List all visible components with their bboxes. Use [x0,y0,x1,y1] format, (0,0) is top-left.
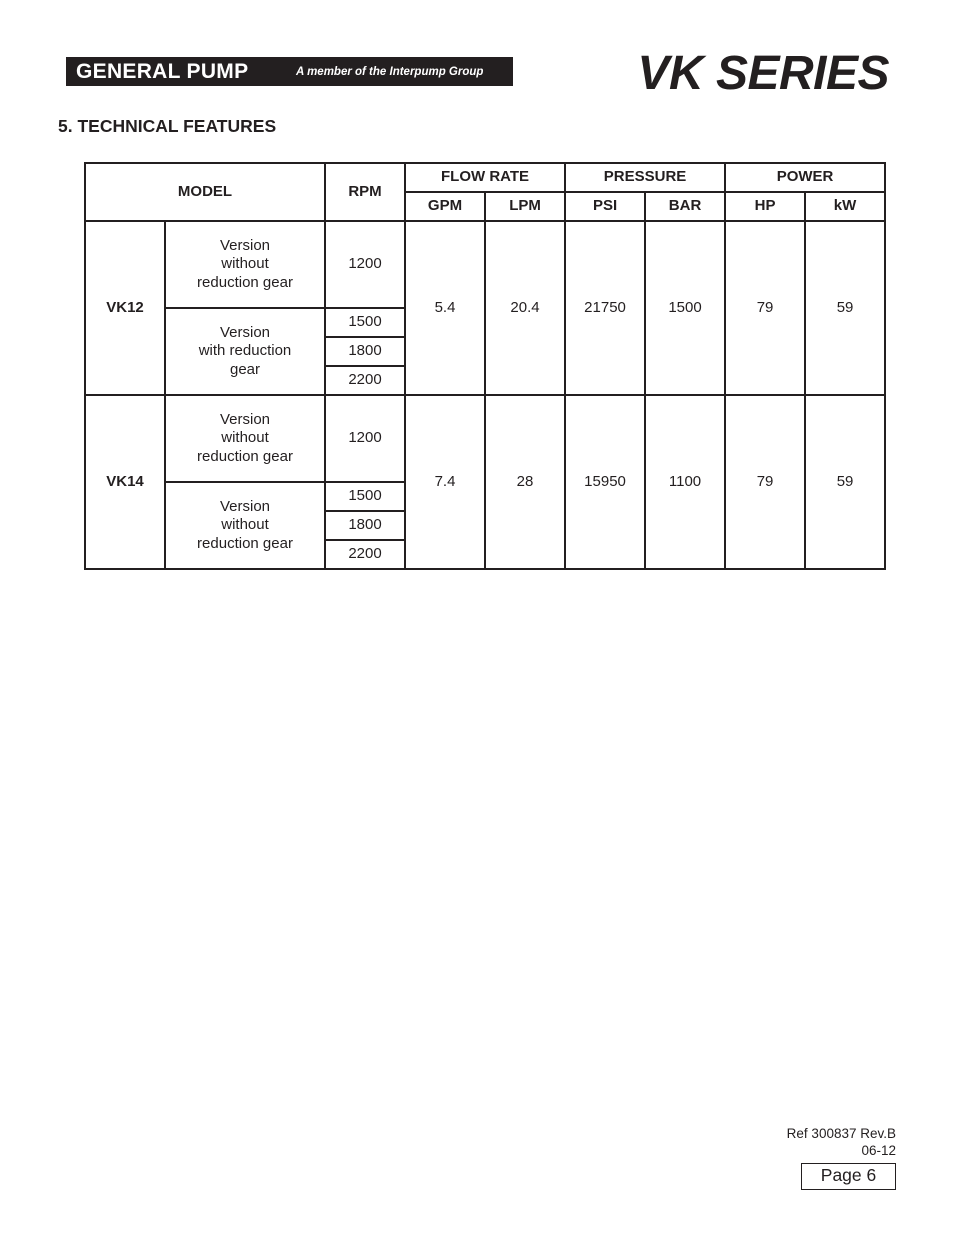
technical-features-table [84,162,886,570]
header-bar: BAR [645,192,725,221]
lpm-value: 28 [485,395,565,569]
hp-value: 79 [725,395,805,569]
bar-value: 1500 [645,221,725,395]
header-gpm: GPM [405,192,485,221]
kw-value: 59 [805,221,885,395]
gpm-value: 5.4 [405,221,485,395]
rpm-value: 2200 [325,366,405,395]
version-line: without [221,429,269,447]
header-pressure: PRESSURE [565,163,725,192]
header-hp: HP [725,192,805,221]
version-label [165,482,325,569]
version-line: without [221,255,269,273]
version-line: Version [219,497,271,515]
model-name: VK14 [85,395,165,569]
table-row [85,395,885,482]
version-line: reduction gear [197,273,293,291]
rpm-value: 1800 [325,337,405,366]
rpm-value: 1500 [325,308,405,337]
header-model: MODEL [85,163,325,221]
header-flow-rate: FLOW RATE [405,163,565,192]
header-rpm: RPM [325,163,405,221]
kw-value: 59 [805,395,885,569]
version-line: without [221,516,269,534]
reference-number: Ref 300837 Rev.B [786,1126,896,1141]
header-kw: kW [805,192,885,221]
version-line: Version [219,410,271,428]
version-line: Version [219,236,271,254]
version-line: reduction gear [197,447,293,465]
psi-value: 15950 [565,395,645,569]
header-power: POWER [725,163,885,192]
version-line: gear [229,360,261,378]
hp-value: 79 [725,221,805,395]
model-name: VK12 [85,221,165,395]
series-title: VK SERIES [637,47,889,100]
brand-bar [66,57,513,86]
version-line: reduction gear [197,534,293,552]
page-number: Page 6 [801,1163,896,1190]
header-lpm: LPM [485,192,565,221]
rpm-value: 1200 [325,395,405,482]
table-row [85,221,885,308]
rpm-value: 1200 [325,221,405,308]
version-label [165,395,325,482]
version-line: with reduction [198,342,292,360]
rpm-value: 1500 [325,482,405,511]
footer-ref [787,1125,896,1159]
gpm-value: 7.4 [405,395,485,569]
section-title: 5. TECHNICAL FEATURES [58,116,277,136]
version-label [165,308,325,395]
revision-date: 06-12 [861,1143,896,1158]
version-label [165,221,325,308]
rpm-value: 2200 [325,540,405,569]
header-psi: PSI [565,192,645,221]
brand-tagline: A member of the Interpump Group [296,65,484,78]
brand-name: GENERAL PUMP [76,59,249,83]
lpm-value: 20.4 [485,221,565,395]
rpm-value: 1800 [325,511,405,540]
psi-value: 21750 [565,221,645,395]
bar-value: 1100 [645,395,725,569]
version-line: Version [219,323,271,341]
